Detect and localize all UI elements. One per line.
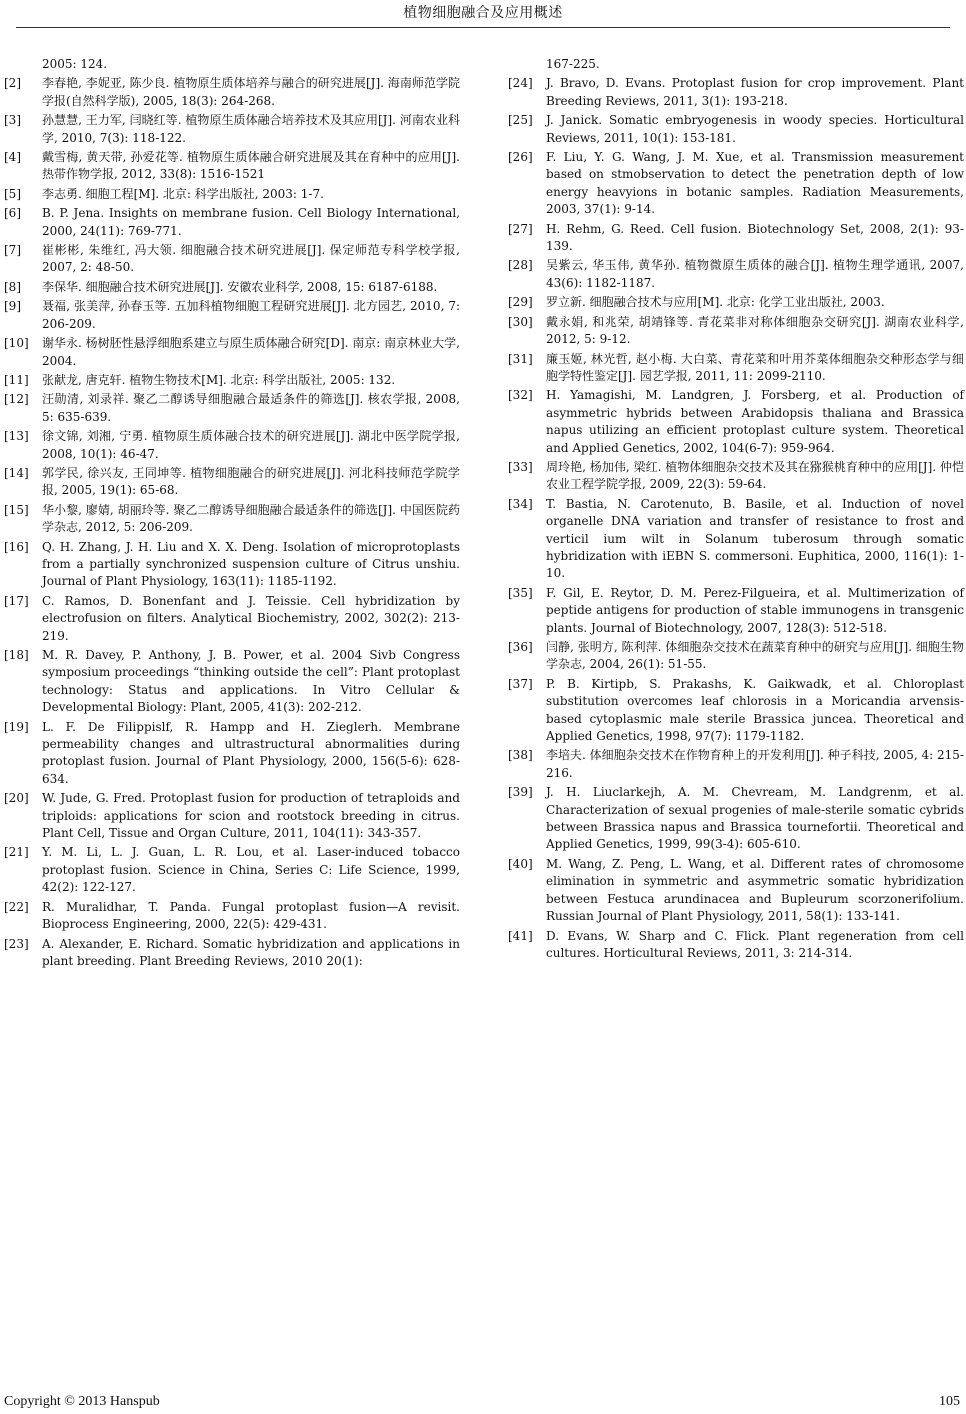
- reference-entry: [4, 372, 460, 389]
- reference-continuation: 167-225.: [546, 57, 600, 71]
- reference-entry: [508, 314, 964, 349]
- reference-text: 戴永娟, 和兆荣, 胡靖锋等. 青花菜非对称体细胞杂交研究[J]. 湖南农业科学, 2012, 5: 9-12.: [546, 314, 964, 347]
- reference-entry: [4, 112, 460, 147]
- reference-number: [9]: [4, 299, 21, 314]
- reference-entry: [4, 391, 460, 426]
- reference-number: [29]: [508, 295, 533, 310]
- reference-entry: [4, 205, 460, 240]
- reference-number: [26]: [508, 150, 533, 165]
- reference-text: C. Ramos, D. Bonenfant and J. Teissie. Cell hybridization by electrofusion on filters. Analytical Biochemistry, 2002, 302(2): 213-219.: [42, 593, 460, 643]
- reference-entry: [4, 719, 460, 789]
- reference-number: [11]: [4, 372, 29, 387]
- reference-text: A. Alexander, E. Richard. Somatic hybridization and applications in plant breeding. Plant Breeding Reviews, 2010 20(1):: [42, 936, 460, 968]
- reference-entry: [508, 75, 964, 110]
- copyright-notice: Copyright © 2013 Hanspub: [4, 1394, 160, 1409]
- reference-number: [12]: [4, 392, 29, 407]
- header-divider: [16, 27, 950, 28]
- reference-text: 罗立新. 细胞融合技术与应用[M]. 北京: 化学工业出版社, 2003.: [546, 295, 885, 310]
- reference-entry: [4, 647, 460, 717]
- reference-entry: [4, 279, 460, 296]
- reference-entry: [4, 465, 460, 500]
- reference-entry: [4, 242, 460, 277]
- reference-number: [13]: [4, 429, 29, 444]
- reference-number: [33]: [508, 459, 533, 474]
- reference-entry: [4, 502, 460, 537]
- reference-number: [41]: [508, 928, 533, 943]
- reference-number: [21]: [4, 845, 29, 860]
- reference-entry: [508, 387, 964, 457]
- reference-continuation: 2005: 124.: [42, 57, 108, 71]
- reference-text: 汪勋清, 刘录祥. 聚乙二醇诱导细胞融合最适条件的筛选[J]. 核农学报, 2008, 5: 635-639.: [42, 392, 460, 424]
- reference-text: F. Gil, E. Reytor, D. M. Perez-Filgueira, et al. Multimerization of peptide antigens for production of stable immunogens in transgenic plants. Journal of Biotechnology, 2007, 128(3): 512-518.: [546, 585, 964, 635]
- reference-entry: [508, 928, 964, 963]
- reference-text: D. Evans, W. Sharp and C. Flick. Plant regeneration from cell cultures. Horticultural Reviews, 2011, 3: 214-314.: [546, 928, 964, 960]
- reference-number: [4]: [4, 150, 21, 165]
- reference-number: [35]: [508, 585, 533, 600]
- reference-text: J. Janick. Somatic embryogenesis in woody species. Horticultural Reviews, 2011, 10(1): 153-181.: [546, 113, 964, 145]
- reference-number: [25]: [508, 113, 533, 128]
- reference-entry: [4, 186, 460, 203]
- reference-entry: [508, 149, 964, 219]
- reference-entry: [508, 459, 964, 494]
- reference-entry: [4, 335, 460, 370]
- reference-number: [32]: [508, 388, 533, 403]
- reference-number: [18]: [4, 648, 29, 662]
- reference-text: 徐文锦, 刘湘, 宁勇. 植物原生质体融合技术的研究进展[J]. 湖北中医学院学报, 2008, 10(1): 46-47.: [42, 429, 460, 461]
- reference-text: 张献龙, 唐克轩. 植物生物技术[M]. 北京: 科学出版社, 2005: 132.: [42, 372, 396, 387]
- reference-text: H. Yamagishi, M. Landgren, J. Forsberg, et al. Production of asymmetric hybrids between Arabidopsis thaliana and Brassica napus utilizing an efficient protoplast culture system. Theoretical and Applied Genetics, 2002, 104(6-7): 959-964.: [546, 388, 964, 455]
- reference-text: J. Bravo, D. Evans. Protoplast fusion for crop improvement. Plant Breeding Reviews, 2011, 3(1): 193-218.: [546, 76, 964, 108]
- reference-entry: [4, 539, 460, 591]
- reference-entry: [508, 639, 964, 674]
- reference-text: 谢华永. 杨树胚性悬浮细胞系建立与原生质体融合研究[D]. 南京: 南京林业大学, 2004.: [42, 336, 460, 368]
- reference-number: [31]: [508, 351, 533, 366]
- reference-number: [14]: [4, 465, 29, 480]
- reference-number: [10]: [4, 336, 29, 351]
- reference-number: [8]: [4, 279, 21, 294]
- reference-text: T. Bastia, N. Carotenuto, B. Basile, et al. Induction of novel organelle DNA variation and transfer of resistance to frost and verticil ium wilt in Solanum tuberosum through somatic hybridization with iEBN S. commersoni. Euphitica, 2000, 116(1): 1-10.: [546, 496, 964, 581]
- reference-text: P. B. Kirtipb, S. Prakashs, K. Gaikwadk, et al. Chloroplast substitution overcomes leaf chlorosis in a Moricandia arvensis-based cytoplasmic male sterile Brassica juncea. Theoretical and Applied Genetics, 1998, 97(7): 1179-1182.: [546, 676, 964, 744]
- reference-number: [39]: [508, 785, 533, 800]
- reference-text: L. F. De Filippislf, R. Hampp and H. Zieglerh. Membrane permeability changes and ultrastructural abnormalities during protoplast fusion. Journal of Plant Physiology, 2000, 156(5-6): 628-634.: [42, 719, 460, 786]
- reference-text: 廉玉姬, 林光哲, 赵小梅. 大白菜、青花菜和叶用芥菜体细胞杂交种形态学与细胞学特性鉴定[J]. 园艺学报, 2011, 11: 2099-2110.: [546, 351, 964, 383]
- reference-number: [2]: [4, 76, 21, 91]
- reference-number: [7]: [4, 243, 21, 258]
- reference-text: 李春艳, 李妮亚, 陈少良. 植物原生质体培养与融合的研究进展[J]. 海南师范学院学报(自然科学版), 2005, 18(3): 264-268.: [42, 76, 460, 108]
- reference-text: W. Jude, G. Fred. Protoplast fusion for production of tetraploids and triploids: applications for scion and rootstock breeding in citrus. Plant Cell, Tissue and Organ Culture, 2011, 104(11): 343-357.: [42, 791, 460, 841]
- reference-text: 吴紫云, 华玉伟, 黄华孙. 植物微原生质体的融合[J]. 植物生理学通讯, 2007, 43(6): 1182-1187.: [546, 258, 964, 290]
- reference-number: [38]: [508, 748, 533, 763]
- reference-text: 孙慧慧, 王力军, 闫晓红等. 植物原生质体融合培养技术及其应用[J]. 河南农业科学, 2010, 7(3): 118-122.: [42, 113, 460, 145]
- reference-text: F. Liu, Y. G. Wang, J. M. Xue, et al. Transmission measurement based on stmobservation to detect the penetration depth of low energy heavyions in botanic samples. Radiation Measurements, 2003, 37(1): 9-14.: [546, 150, 964, 217]
- reference-number: [40]: [508, 856, 533, 871]
- reference-text: 周玲艳, 杨加伟, 梁红. 植物体细胞杂交技术及其在猕猴桃育种中的应用[J]. 仲恺农业工程学院学报, 2009, 22(3): 59-64.: [546, 459, 964, 492]
- reference-entry: [4, 844, 460, 896]
- reference-text: J. H. Liuclarkejh, A. M. Chevream, M. Landgrenm, et al. Characterization of sexual progenies of male-sterile somatic cybrids between Brassica napus and Brassica tournefortii. Theoretical and Applied Genetics, 1999, 99(3-4): 605-610.: [546, 785, 964, 852]
- reference-list-left: [4, 75, 460, 970]
- references-left-column: [4, 56, 460, 972]
- reference-list-right: [508, 75, 964, 962]
- reference-entry: [4, 298, 460, 333]
- reference-entry: [508, 221, 964, 256]
- reference-number: [17]: [4, 593, 29, 608]
- reference-text: H. Rehm, G. Reed. Cell fusion. Biotechnology Set, 2008, 2(1): 93-139.: [546, 221, 964, 254]
- reference-number: [3]: [4, 113, 21, 128]
- reference-entry: [508, 112, 964, 147]
- reference-number: [15]: [4, 502, 29, 517]
- reference-entry: [508, 856, 964, 926]
- reference-number: [19]: [4, 719, 29, 734]
- reference-number: [24]: [508, 76, 533, 91]
- reference-entry: [4, 936, 460, 971]
- reference-number: [36]: [508, 640, 533, 654]
- references-right-column: [508, 56, 964, 964]
- reference-entry: [508, 676, 964, 746]
- reference-entry: [4, 428, 460, 463]
- reference-text: M. Wang, Z. Peng, L. Wang, et al. Different rates of chromosome elimination in symmetric and asymmetric somatic hybridization between Festuca arundinacea and Bupleurum scorzonerifolium. Russian Journal of Plant Physiology, 2011, 58(1): 133-141.: [546, 856, 964, 924]
- reference-entry: [508, 294, 964, 311]
- reference-entry: [508, 351, 964, 386]
- reference-text: 李志勇. 细胞工程[M]. 北京: 科学出版社, 2003: 1-7.: [42, 186, 324, 201]
- reference-number: [27]: [508, 221, 533, 236]
- reference-number: [30]: [508, 314, 533, 329]
- reference-text: 聂福, 张美萍, 孙春玉等. 五加科植物细胞工程研究进展[J]. 北方园艺, 2010, 7: 206-209.: [42, 299, 460, 331]
- reference-entry: [4, 149, 460, 184]
- reference-entry: [4, 593, 460, 645]
- reference-number: [28]: [508, 258, 533, 273]
- reference-entry: [508, 257, 964, 292]
- reference-number: [5]: [4, 186, 21, 201]
- reference-number: [16]: [4, 539, 29, 554]
- reference-number: [37]: [508, 676, 533, 691]
- reference-text: R. Muralidhar, T. Panda. Fungal protoplast fusion—A revisit. Bioprocess Engineering, 2000, 22(5): 429-431.: [42, 899, 460, 932]
- reference-number: [34]: [508, 496, 533, 511]
- reference-entry: [508, 784, 964, 854]
- reference-text: M. R. Davey, P. Anthony, J. B. Power, et al. 2004 Sivb Congress symposium proceedings “thinking outside the cell”: Plant protoplast technology: Status and applications. In Vitro Cellular & Developmental Biology: Plant, 2005, 41(3): 202-212.: [42, 648, 460, 715]
- reference-text: Q. H. Zhang, J. H. Liu and X. X. Deng. Isolation of microprotoplasts from a partially synchronized suspension culture of Citrus unshiu. Journal of Plant Physiology, 163(11): 1185-1192.: [42, 539, 460, 589]
- reference-text: 李培夫. 体细胞杂交技术在作物育种上的开发利用[J]. 种子科技, 2005, 4: 215-216.: [546, 748, 964, 780]
- reference-text: 李保华. 细胞融合技术研究进展[J]. 安徽农业科学, 2008, 15: 6187-6188.: [42, 279, 438, 294]
- reference-entry: [4, 899, 460, 934]
- reference-entry: [508, 747, 964, 782]
- reference-text: B. P. Jena. Insights on membrane fusion. Cell Biology International, 2000, 24(11): 769-771.: [42, 206, 460, 238]
- reference-entry: [508, 496, 964, 583]
- reference-number: [20]: [4, 791, 29, 806]
- running-head-title: 植物细胞融合及应用概述: [403, 5, 563, 21]
- reference-entry: [508, 585, 964, 637]
- reference-text: 崔彬彬, 朱维红, 冯大领. 细胞融合技术研究进展[J]. 保定师范专科学校学报, 2007, 2: 48-50.: [42, 243, 460, 275]
- reference-text: 郭学民, 徐兴友, 王同坤等. 植物细胞融合的研究进展[J]. 河北科技师范学院学报, 2005, 19(1): 65-68.: [42, 465, 460, 498]
- reference-text: Y. M. Li, L. J. Guan, L. R. Lou, et al. Laser-induced tobacco protoplast fusion. Science in China, Series C: Life Science, 1999, 42(2): 122-127.: [42, 845, 460, 895]
- reference-number: [22]: [4, 899, 29, 914]
- reference-number: [6]: [4, 206, 21, 221]
- reference-text: 闫静, 张明方, 陈利萍. 体细胞杂交技术在蔬菜育种中的研究与应用[J]. 细胞生物学杂志, 2004, 26(1): 51-55.: [546, 640, 964, 672]
- page-number: 105: [939, 1394, 960, 1409]
- reference-entry: [4, 790, 460, 842]
- reference-text: 戴雪梅, 黄天带, 孙爱花等. 植物原生质体融合研究进展及其在育种中的应用[J]. 热带作物学报, 2012, 33(8): 1516-1521: [42, 150, 460, 182]
- reference-entry: [4, 75, 460, 110]
- reference-text: 华小黎, 廖婧, 胡丽玲等. 聚乙二醇诱导细胞融合最适条件的筛选[J]. 中国医院药学杂志, 2012, 5: 206-209.: [42, 502, 460, 535]
- reference-number: [23]: [4, 936, 29, 951]
